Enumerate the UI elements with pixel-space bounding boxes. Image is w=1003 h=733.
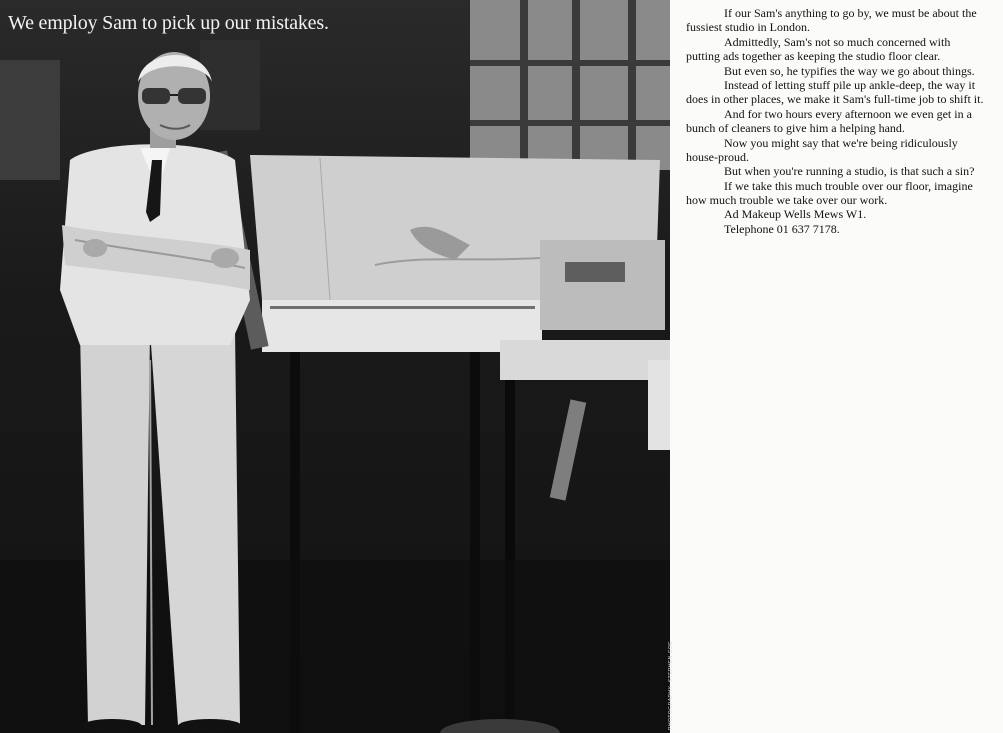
paragraph: If our Sam's anything to go by, we must be about the fussiest studio in London. <box>686 6 977 35</box>
back-window <box>470 0 670 170</box>
paragraph: But when you're running a studio, is that such a sin? <box>724 164 975 179</box>
paragraph: But even so, he typifies the way we go about things. <box>724 63 975 78</box>
paragraph: Admittedly, Sam's not so much concerned with putting ads together as keeping the studio floor clear. <box>686 34 951 64</box>
headline: We employ Sam to pick up our mistakes. <box>8 12 329 34</box>
paragraph: And for two hours every afternoon we even get in a bunch of cleaners to give him a helping hand. <box>686 106 972 136</box>
photo-credit: PHOTOGRAPHY: STEPHEN COE <box>668 640 674 730</box>
paragraph: Instead of letting stuff pile up ankle-deep, the way it does in other places, we make it Sam's full-time job to shift it. <box>686 77 984 107</box>
body-copy <box>686 6 986 236</box>
company-telephone: Telephone 01 637 7178. <box>724 221 840 236</box>
company-address: Ad Makeup Wells Mews W1. <box>724 207 867 222</box>
paragraph: Now you might say that we're being ridiculously house-proud. <box>686 135 958 164</box>
paragraph: If we take this much trouble over our floor, imagine how much trouble we take over our work. <box>686 178 973 208</box>
